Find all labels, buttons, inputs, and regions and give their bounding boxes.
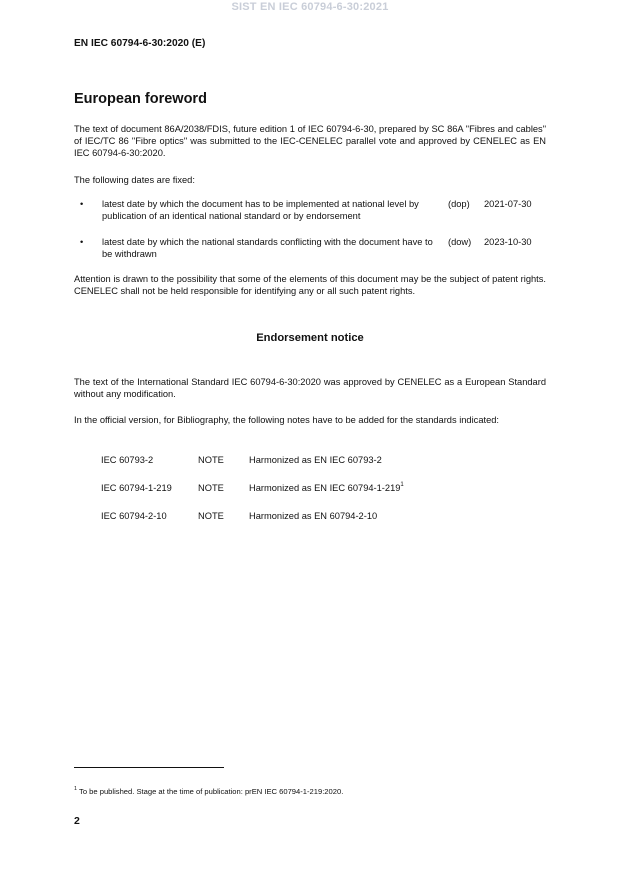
endorsement-paragraph-2: In the official version, for Bibliography, the following notes have to be added for the standards indicated: <box>74 415 499 425</box>
note-text-content: Harmonized as EN IEC 60793-2 <box>249 455 382 465</box>
footnote-text: To be published. Stage at the time of publication: prEN IEC 60794-1-219:2020. <box>79 787 344 796</box>
footnote-reference: 1 <box>400 482 404 488</box>
note-text <box>249 455 382 465</box>
footnote-separator <box>74 767 224 768</box>
date-abbreviation: (dow) <box>448 237 472 247</box>
date-item-dow <box>74 237 546 275</box>
note-label: NOTE <box>198 511 224 521</box>
note-text <box>249 483 404 493</box>
date-description: latest date by which the national standards conflicting with the document have to be withdrawn <box>102 237 433 259</box>
watermark: SIST EN IEC 60794-6-30:2021 <box>231 1 389 13</box>
date-description: latest date by which the document has to be implemented at national level by publication of an identical national standard or by endorsement <box>102 199 419 221</box>
note-standard: IEC 60794-1-219 <box>101 483 172 493</box>
foreword-paragraph-3: Attention is drawn to the possibility that some of the elements of this document may be the subject of patent rights. CENELEC shall not be held responsible for identifying any or all such patent rights. <box>74 274 546 296</box>
date-value: 2023-10-30 <box>484 237 532 247</box>
note-label: NOTE <box>198 483 224 493</box>
date-value: 2021-07-30 <box>484 199 532 209</box>
note-row <box>101 483 501 511</box>
note-label: NOTE <box>198 455 224 465</box>
endorsement-paragraph-1: The text of the International Standard IEC 60794-6-30:2020 was approved by CENELEC as a European Standard without any modification. <box>74 377 546 399</box>
note-row <box>101 511 501 539</box>
page-number: 2 <box>74 815 80 827</box>
bullet-icon: • <box>80 237 84 247</box>
document-header: EN IEC 60794-6-30:2020 (E) <box>74 38 206 49</box>
note-standard: IEC 60793-2 <box>101 455 154 465</box>
note-row <box>101 455 501 483</box>
foreword-paragraph-2: The following dates are fixed: <box>74 175 195 185</box>
foreword-title: European foreword <box>74 91 207 107</box>
note-text <box>249 511 377 521</box>
endorsement-title: Endorsement notice <box>256 332 364 344</box>
date-item-dop <box>74 199 546 237</box>
note-standard: IEC 60794-2-10 <box>101 511 167 521</box>
note-text-content: Harmonized as EN 60794-2-10 <box>249 511 378 521</box>
footnote-mark: 1 <box>74 786 78 792</box>
bullet-icon: • <box>80 199 84 209</box>
footnote <box>74 787 343 796</box>
foreword-paragraph-1: The text of document 86A/2038/FDIS, future edition 1 of IEC 60794-6-30, prepared by SC 86A "Fibres and cables" of IEC/TC 86 "Fibre optics" was submitted to the IEC-CENELEC parallel vote and approved by CENELEC as EN IEC 60794-6-30:2020. <box>74 124 546 158</box>
note-text-content: Harmonized as EN IEC 60794-1-219 <box>249 483 401 493</box>
date-abbreviation: (dop) <box>448 199 470 209</box>
bibliography-notes <box>101 455 501 539</box>
dates-list <box>74 199 546 275</box>
